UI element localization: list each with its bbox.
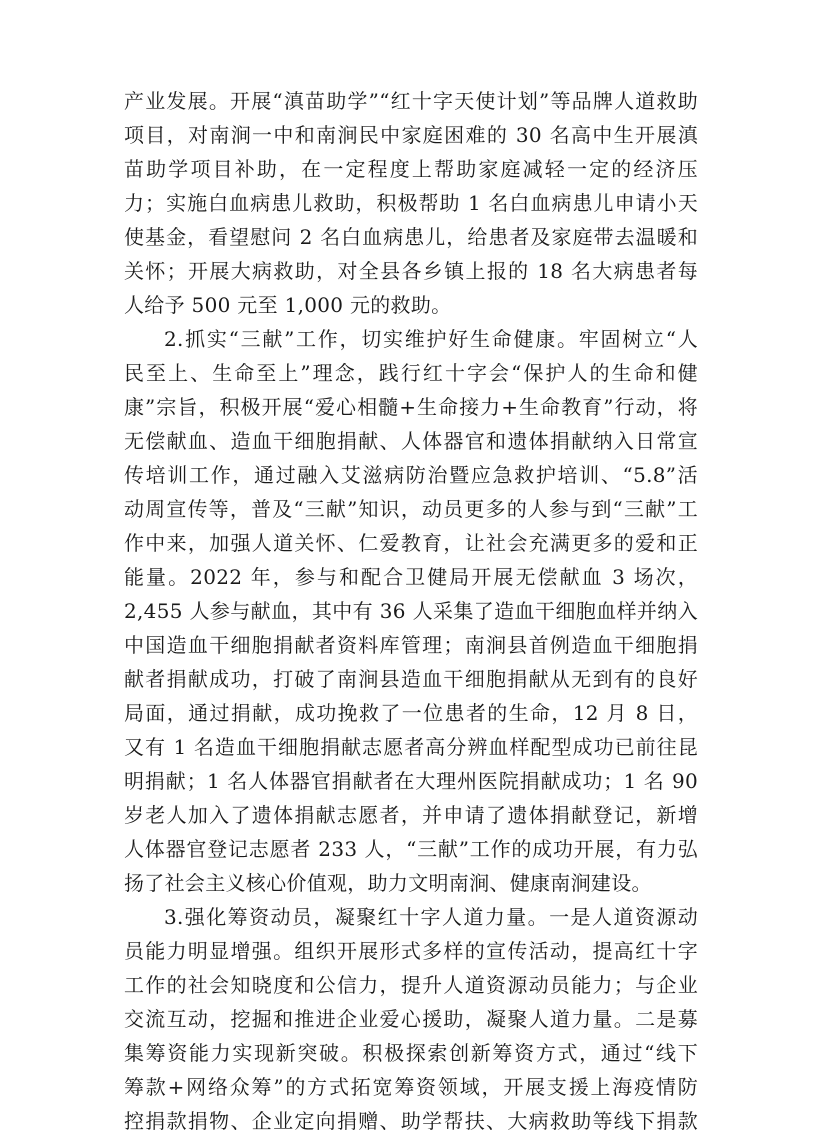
text-line: 明捐献；1 名人体器官捐献者在大理州医院捐献成功；1 名 90	[124, 769, 698, 793]
text-line: 作中来，加强人道关怀、仁爱教育，让社会充满更多的爱和正	[124, 531, 698, 555]
text-line: 能量。2022 年，参与和配合卫健局开展无偿献血 3 场次，	[124, 565, 698, 589]
text-line: 人给予 500 元至 1,000 元的救助。	[124, 293, 452, 317]
paragraph-three-donations	[124, 322, 698, 900]
document-body	[124, 84, 698, 1138]
text-line: 民至上、生命至上”理念，践行红十字会“保护人的生命和健	[124, 361, 698, 385]
text-line: 员能力明显增强。组织开展形式多样的宣传活动，提高红十字	[124, 939, 698, 963]
text-line: 项目，对南涧一中和南涧民中家庭困难的 30 名高中生开展滇	[124, 123, 698, 147]
text-line: 岁老人加入了遗体捐献志愿者，并申请了遗体捐献登记，新增	[124, 803, 698, 827]
text-line: 控捐款捐物、企业定向捐赠、助学帮扶、大病救助等线下捐款	[124, 1109, 698, 1133]
text-line: 交流互动，挖掘和推进企业爱心援助，凝聚人道力量。二是募	[124, 1007, 698, 1031]
paragraph-fundraising	[124, 900, 698, 1138]
text-line: 工作的社会知晓度和公信力，提升人道资源动员能力；与企业	[124, 973, 698, 997]
text-line: 人体器官登记志愿者 233 人，“三献”工作的成功开展，有力弘	[124, 837, 698, 861]
text-line: 又有 1 名造血干细胞捐献志愿者高分辨血样配型成功已前往昆	[124, 735, 698, 759]
text-line: 苗助学项目补助，在一定程度上帮助家庭减轻一定的经济压	[124, 157, 698, 181]
text-line: 康”宗旨，积极开展“爱心相髓+生命接力+生命教育”行动，将	[124, 395, 698, 419]
text-line: 动周宣传等，普及“三献”知识，动员更多的人参与到“三献”工	[124, 497, 698, 521]
text-line: 中国造血干细胞捐献者资料库管理；南涧县首例造血干细胞捐	[124, 633, 698, 657]
text-line: 使基金，看望慰问 2 名白血病患儿，给患者及家庭带去温暖和	[124, 225, 698, 249]
text-line: 传培训工作，通过融入艾滋病防治暨应急救护培训、“5.8”活	[124, 463, 698, 487]
text-line: 局面，通过捐献，成功挽救了一位患者的生命，12 月 8 日，	[124, 701, 698, 725]
paragraph-relief-programs	[124, 84, 698, 322]
text-line: 扬了社会主义核心价值观，助力文明南涧、健康南涧建设。	[124, 871, 652, 895]
text-line: 筹款+网络众筹”的方式拓宽筹资领域，开展支援上海疫情防	[124, 1075, 698, 1099]
text-line: 关怀；开展大病救助，对全县各乡镇上报的 18 名大病患者每	[124, 259, 698, 283]
text-line: 集筹资能力实现新突破。积极探索创新筹资方式，通过“线下	[124, 1041, 698, 1065]
text-line: 力；实施白血病患儿救助，积极帮助 1 名白血病患儿申请小天	[124, 191, 698, 215]
text-line: 产业发展。开展“滇苗助学”“红十字天使计划”等品牌人道救助	[124, 89, 698, 113]
paragraph-heading-line: 2.抓实“三献”工作，切实维护好生命健康。牢固树立“人	[164, 327, 698, 351]
text-line: 献者捐献成功，打破了南涧县造血干细胞捐献从无到有的良好	[124, 667, 698, 691]
text-line: 2,455 人参与献血，其中有 36 人采集了造血干细胞血样并纳入	[124, 599, 698, 623]
paragraph-heading-line: 3.强化筹资动员，凝聚红十字人道力量。一是人道资源动	[164, 905, 698, 929]
text-line: 无偿献血、造血干细胞捐献、人体器官和遗体捐献纳入日常宣	[124, 429, 698, 453]
